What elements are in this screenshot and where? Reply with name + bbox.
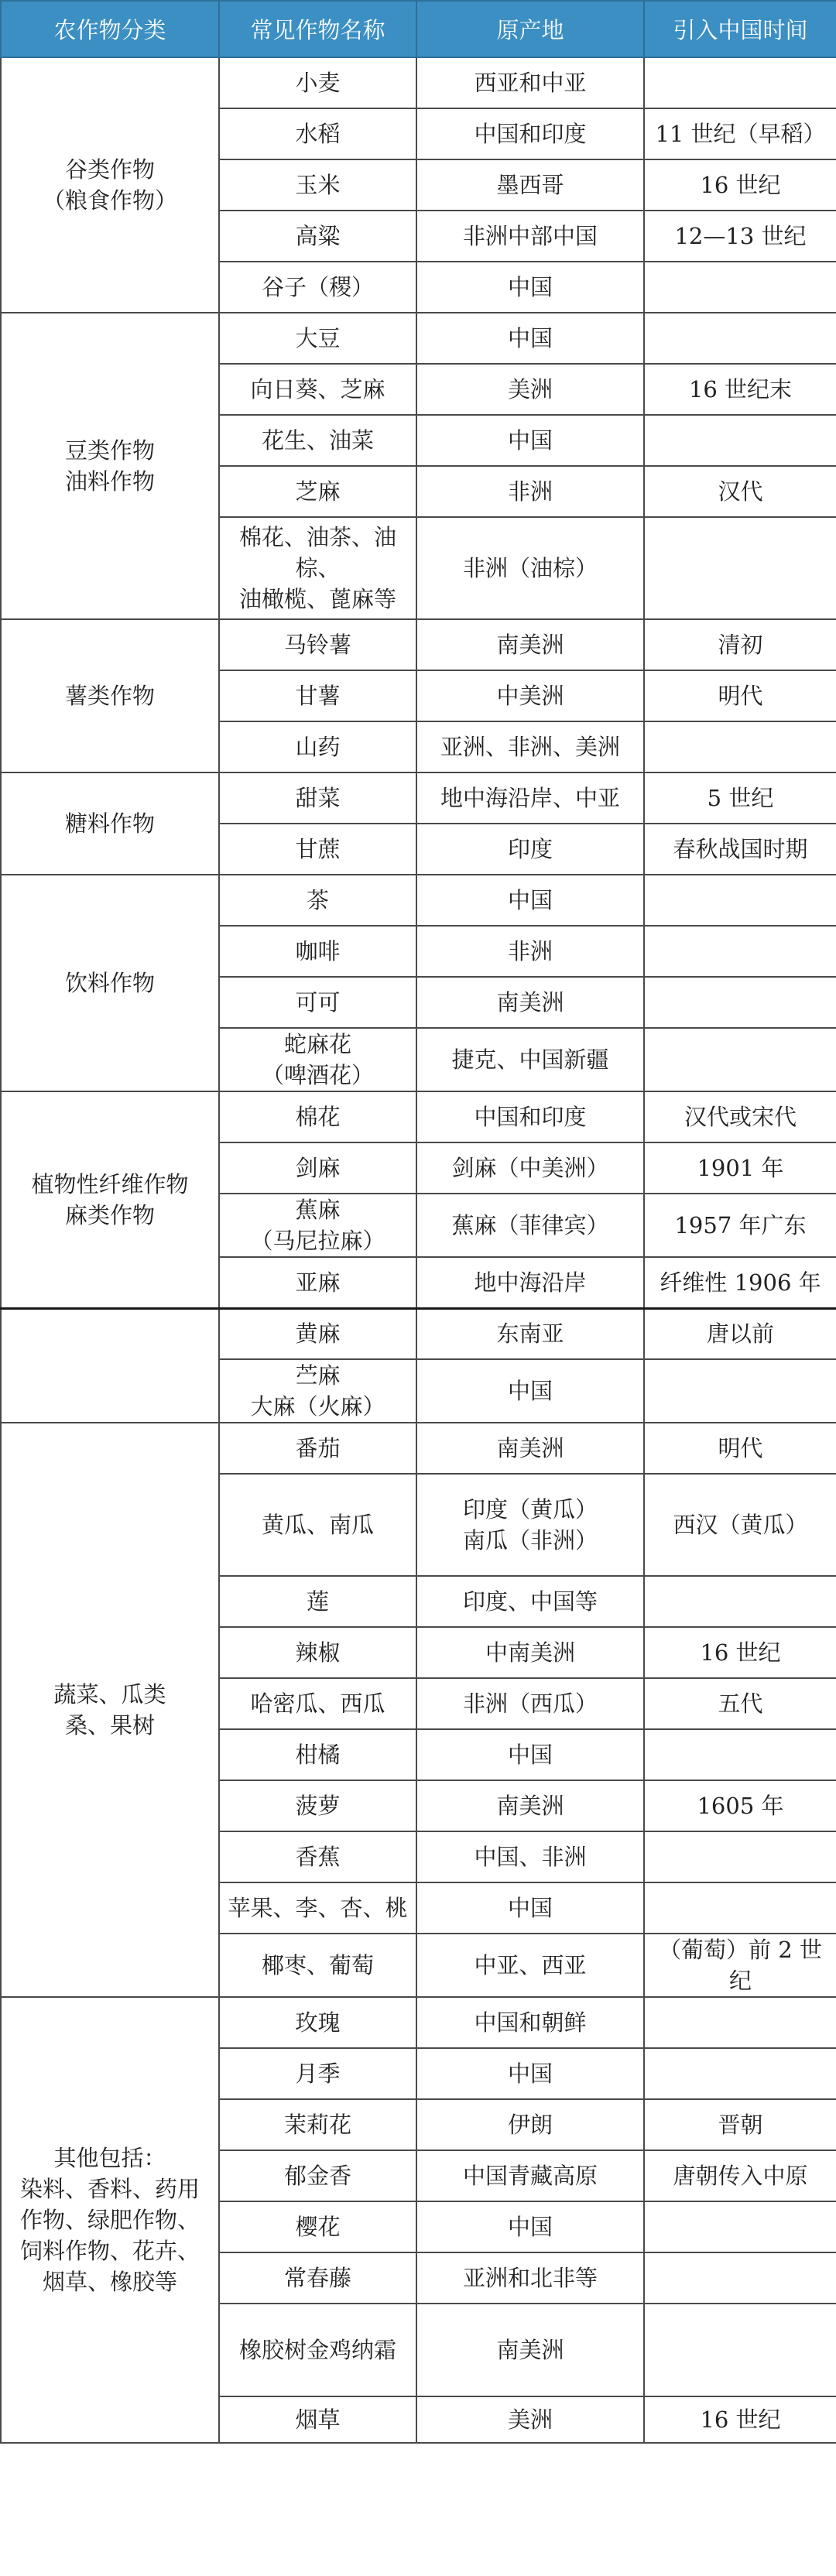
crop-line: 谷子（稷） — [261, 274, 374, 300]
header-category: 农作物分类 — [1, 1, 219, 57]
origin-line: 南美洲 — [496, 1435, 564, 1461]
crop-line: 蕉麻 — [295, 1197, 341, 1223]
table-row — [1, 772, 836, 824]
origin-line: 非洲 — [507, 938, 553, 964]
time-cell — [644, 1194, 836, 1257]
table-row — [1, 313, 836, 364]
origin-cell — [416, 926, 644, 977]
time-line: 唐以前 — [706, 1321, 774, 1348]
origin-line: 蕉麻（菲律宾） — [451, 1212, 609, 1238]
origin-cell — [416, 364, 644, 415]
crop-line: 常春藤 — [283, 2265, 351, 2291]
crop-cell — [219, 772, 416, 824]
time-line: 5 世纪 — [707, 785, 774, 811]
crop-cell — [219, 2304, 416, 2396]
origin-line: 南美洲 — [496, 2337, 564, 2363]
origin-cell — [416, 1831, 644, 1882]
crop-line: 甘薯 — [295, 683, 341, 709]
time-cell — [644, 2201, 836, 2252]
origin-line: 中国和印度 — [474, 1104, 587, 1130]
time-line: 1957 年广东 — [674, 1212, 807, 1238]
crop-cell — [219, 1831, 416, 1882]
time-cell — [644, 2304, 836, 2396]
origin-cell — [416, 824, 644, 875]
origin-line: 中南美洲 — [485, 1639, 575, 1666]
origin-cell — [416, 1257, 644, 1308]
category-line: 染料、香料、药用 — [19, 2176, 200, 2202]
crop-line: 香蕉 — [295, 1844, 341, 1870]
origin-line: 中亚、西亚 — [474, 1952, 587, 1978]
crop-cell — [219, 364, 416, 415]
origin-line: 中国 — [507, 1742, 553, 1768]
origin-line: 南美洲 — [496, 1793, 564, 1819]
origin-line: 地中海沿岸 — [474, 1269, 587, 1296]
category-line: 豆类作物 — [64, 437, 155, 464]
time-cell — [644, 619, 836, 670]
header-origin: 原产地 — [416, 1, 644, 57]
time-cell — [644, 1308, 836, 1359]
header-row — [1, 1, 836, 57]
category-line: 饲料作物、花卉、 — [19, 2238, 200, 2264]
origin-line: 南美洲 — [496, 632, 564, 658]
origin-cell — [416, 2048, 644, 2099]
crop-cell — [219, 1308, 416, 1359]
time-cell — [644, 1831, 836, 1882]
category-line: （粮食作物） — [42, 187, 177, 214]
category-line: 作物、绿肥作物、 — [19, 2207, 200, 2233]
time-line: 晋朝 — [718, 2112, 763, 2138]
crop-line: 烟草 — [295, 2406, 341, 2433]
time-cell — [644, 2396, 836, 2443]
origin-line: 印度 — [507, 836, 553, 862]
origin-line: 中国 — [507, 325, 553, 351]
category-line: 植物性纤维作物 — [31, 1170, 189, 1197]
crop-line: 茶 — [306, 887, 329, 913]
origin-cell — [416, 1882, 644, 1934]
origin-cell — [416, 1678, 644, 1729]
time-line: 汉代 — [718, 478, 763, 505]
category-line: 烟草、橡胶等 — [42, 2269, 177, 2295]
table-row — [1, 1423, 836, 1474]
time-cell — [644, 108, 836, 159]
crop-cell — [219, 466, 416, 517]
origin-cell — [416, 2304, 644, 2396]
origin-cell — [416, 57, 644, 108]
crop-line: 椰枣、葡萄 — [261, 1952, 374, 1978]
origin-line: 亚洲、非洲、美洲 — [440, 734, 620, 760]
time-cell — [644, 824, 836, 875]
crop-cell — [219, 108, 416, 159]
time-line: 16 世纪 — [700, 1639, 781, 1666]
header-intro-time: 引入中国时间 — [644, 1, 836, 57]
origin-cell — [416, 670, 644, 721]
time-cell — [644, 1257, 836, 1308]
crop-cell — [219, 619, 416, 670]
crop-line: 棉花、油茶、油棕、 — [238, 524, 396, 581]
category-cell — [1, 1997, 219, 2443]
origin-cell — [416, 159, 644, 211]
origin-line: 中国 — [507, 887, 553, 913]
category-line: 薯类作物 — [64, 683, 155, 709]
crop-line: 马铃薯 — [283, 632, 351, 658]
time-line: 明代 — [718, 1435, 763, 1461]
crop-line: 芝麻 — [295, 478, 341, 505]
crop-cell — [219, 875, 416, 926]
time-line: 纪 — [728, 1968, 752, 1994]
crop-cell — [219, 211, 416, 262]
crop-line: 咖啡 — [295, 938, 341, 964]
time-line: 唐朝传入中原 — [673, 2163, 808, 2189]
time-cell — [644, 1934, 836, 1997]
time-line: 汉代或宋代 — [684, 1104, 797, 1130]
crop-line: 月季 — [295, 2060, 341, 2087]
origin-line: 美洲 — [507, 376, 553, 402]
origin-line: 中国 — [507, 2214, 553, 2240]
time-line: 16 世纪末 — [688, 376, 793, 402]
origin-line: 中国 — [507, 274, 553, 300]
origin-cell — [416, 1142, 644, 1194]
crop-line: 玉米 — [295, 172, 341, 198]
origin-cell — [416, 2099, 644, 2150]
origin-line: 中国和印度 — [474, 121, 587, 147]
origin-cell — [416, 517, 644, 619]
crop-line: 橡胶树金鸡纳霜 — [238, 2337, 396, 2363]
time-cell — [644, 977, 836, 1028]
time-line: 明代 — [718, 683, 763, 709]
origin-line: 西亚和中亚 — [474, 70, 587, 96]
crop-line: 樱花 — [295, 2214, 341, 2240]
origin-cell — [416, 2396, 644, 2443]
origin-line: 非洲（西瓜） — [462, 1690, 598, 1717]
crop-line: 莲 — [306, 1588, 329, 1615]
origin-cell — [416, 1359, 644, 1423]
origin-cell — [416, 1194, 644, 1257]
crop-line: 茉莉花 — [283, 2112, 351, 2138]
table-row — [1, 1997, 836, 2048]
time-cell — [644, 2150, 836, 2201]
time-cell — [644, 466, 836, 517]
crop-line: 甜菜 — [295, 785, 341, 811]
time-line: 纤维性 1906 年 — [660, 1269, 821, 1296]
origin-cell — [416, 721, 644, 772]
crop-line: 油橄榄、蓖麻等 — [238, 586, 396, 612]
time-cell — [644, 1142, 836, 1194]
origin-line: 美洲 — [507, 2406, 553, 2433]
crop-line: 小麦 — [295, 70, 341, 96]
time-cell — [644, 313, 836, 364]
time-cell — [644, 211, 836, 262]
origin-line: 中国 — [507, 427, 553, 454]
origin-cell — [416, 772, 644, 824]
origin-cell — [416, 313, 644, 364]
origin-line: 中国青藏高原 — [462, 2163, 598, 2189]
crop-cell — [219, 1997, 416, 2048]
category-cell — [1, 619, 219, 772]
time-cell — [644, 1627, 836, 1678]
origin-line: 东南亚 — [496, 1321, 564, 1348]
crop-cell — [219, 57, 416, 108]
crop-line: 郁金香 — [283, 2163, 351, 2189]
time-cell — [644, 1576, 836, 1627]
crop-cell — [219, 2099, 416, 2150]
origin-cell — [416, 2252, 644, 2304]
origin-line: 伊朗 — [507, 2112, 553, 2138]
crop-line: 哈密瓜、西瓜 — [250, 1690, 385, 1717]
origin-line: 捷克、中国新疆 — [451, 1046, 609, 1073]
time-line: 清初 — [718, 632, 763, 658]
origin-line: 墨西哥 — [496, 172, 564, 198]
time-line: 11 世纪（早稻） — [655, 121, 826, 147]
origin-cell — [416, 1780, 644, 1831]
time-line: 西汉（黄瓜） — [673, 1512, 808, 1538]
crop-cell — [219, 1882, 416, 1934]
time-line: 12—13 世纪 — [674, 223, 807, 249]
category-line: 麻类作物 — [64, 1201, 155, 1228]
crop-cell — [219, 1576, 416, 1627]
time-cell — [644, 2048, 836, 2099]
origin-cell — [416, 1627, 644, 1678]
origin-line: 印度（黄瓜） — [462, 1496, 598, 1523]
origin-cell — [416, 2201, 644, 2252]
crop-cell — [219, 313, 416, 364]
origin-cell — [416, 262, 644, 313]
crop-cell — [219, 1627, 416, 1678]
crop-line: （啤酒花） — [261, 1062, 374, 1088]
category-line: 蔬菜、瓜类 — [53, 1681, 166, 1708]
time-cell — [644, 772, 836, 824]
category-line: 糖料作物 — [64, 810, 155, 837]
crop-cell — [219, 1474, 416, 1576]
crop-line: （马尼拉麻） — [250, 1228, 385, 1254]
table-row — [1, 1308, 836, 1359]
category-cell — [1, 57, 219, 313]
crop-line: 蛇麻花 — [283, 1031, 351, 1057]
crop-cell — [219, 2252, 416, 2304]
crop-cell — [219, 517, 416, 619]
crop-line: 甘蔗 — [295, 836, 341, 862]
category-cell — [1, 1091, 219, 1308]
category-line: 谷类作物 — [64, 156, 155, 183]
origin-line: 中国 — [507, 2060, 553, 2087]
time-cell — [644, 2099, 836, 2150]
crop-line: 辣椒 — [295, 1639, 341, 1666]
table-row — [1, 1091, 836, 1142]
crop-cell — [219, 926, 416, 977]
time-cell — [644, 1780, 836, 1831]
table-row — [1, 875, 836, 926]
time-cell — [644, 1882, 836, 1934]
crop-cell — [219, 977, 416, 1028]
origin-cell — [416, 211, 644, 262]
origin-cell — [416, 1474, 644, 1576]
time-line: 春秋战国时期 — [673, 836, 808, 862]
origin-line: 剑麻（中美洲） — [451, 1155, 609, 1181]
crop-cell — [219, 2150, 416, 2201]
origin-cell — [416, 1934, 644, 1997]
time-cell — [644, 1028, 836, 1091]
crop-cell — [219, 1780, 416, 1831]
time-line: 1901 年 — [697, 1155, 784, 1181]
time-cell — [644, 1474, 836, 1576]
origin-cell — [416, 415, 644, 466]
origin-cell — [416, 1997, 644, 2048]
crop-line: 向日葵、芝麻 — [250, 376, 385, 402]
origin-line: 亚洲和北非等 — [462, 2265, 598, 2291]
origin-line: 印度、中国等 — [462, 1588, 598, 1615]
time-line: （葡萄）前 2 世 — [659, 1937, 822, 1963]
origin-cell — [416, 1028, 644, 1091]
crop-cell — [219, 1142, 416, 1194]
crop-cell — [219, 1091, 416, 1142]
crop-line: 大麻（火麻） — [250, 1393, 385, 1420]
crop-line: 花生、油菜 — [261, 427, 374, 454]
time-cell — [644, 57, 836, 108]
time-line: 16 世纪 — [700, 2406, 781, 2433]
crop-cell — [219, 2396, 416, 2443]
category-line: 饮料作物 — [64, 970, 155, 996]
origin-line: 中国 — [507, 1895, 553, 1921]
crop-cell — [219, 415, 416, 466]
crop-line: 高粱 — [295, 223, 341, 249]
origin-cell — [416, 875, 644, 926]
origin-line: 中国和朝鲜 — [474, 2009, 587, 2036]
crop-line: 大豆 — [295, 325, 341, 351]
origin-cell — [416, 1576, 644, 1627]
category-cell — [1, 772, 219, 875]
time-cell — [644, 1091, 836, 1142]
crop-line: 黄瓜、南瓜 — [261, 1512, 374, 1538]
origin-cell — [416, 108, 644, 159]
crop-cell — [219, 670, 416, 721]
time-cell — [644, 670, 836, 721]
time-cell — [644, 875, 836, 926]
crop-cell — [219, 1194, 416, 1257]
category-cell — [1, 1423, 219, 1997]
category-line: 油料作物 — [64, 468, 155, 495]
category-cell — [1, 875, 219, 1091]
time-cell — [644, 364, 836, 415]
crop-line: 可可 — [295, 989, 341, 1016]
crop-line: 剑麻 — [295, 1155, 341, 1181]
origin-cell — [416, 1729, 644, 1780]
origin-cell — [416, 1308, 644, 1359]
time-cell — [644, 926, 836, 977]
time-cell — [644, 1997, 836, 2048]
crop-cell — [219, 1423, 416, 1474]
crop-cell — [219, 1934, 416, 1997]
crop-line: 菠萝 — [295, 1793, 341, 1819]
time-cell — [644, 159, 836, 211]
time-cell — [644, 2252, 836, 2304]
origin-line: 中国、非洲 — [474, 1844, 587, 1870]
crop-line: 柑橘 — [295, 1742, 341, 1768]
origin-cell — [416, 1091, 644, 1142]
crop-cell — [219, 2048, 416, 2099]
origin-line: 中美洲 — [496, 683, 564, 709]
origin-line: 非洲（油棕） — [462, 555, 598, 581]
crop-line: 玫瑰 — [295, 2009, 341, 2036]
category-cell — [1, 313, 219, 619]
time-cell — [644, 1729, 836, 1780]
origin-cell — [416, 977, 644, 1028]
crop-cell — [219, 1729, 416, 1780]
category-line: 其他包括： — [53, 2145, 166, 2171]
crop-line: 水稻 — [295, 121, 341, 147]
origin-line: 南美洲 — [496, 989, 564, 1016]
origin-cell — [416, 1423, 644, 1474]
crop-line: 棉花 — [295, 1104, 341, 1130]
crop-cell — [219, 721, 416, 772]
crop-cell — [219, 1257, 416, 1308]
time-cell — [644, 517, 836, 619]
time-cell — [644, 721, 836, 772]
crop-line: 亚麻 — [295, 1269, 341, 1296]
time-cell — [644, 1423, 836, 1474]
crop-line: 苹果、李、杏、桃 — [228, 1895, 408, 1921]
origin-line: 南瓜（非洲） — [462, 1527, 598, 1553]
origin-line: 地中海沿岸、中亚 — [440, 785, 620, 811]
time-line: 五代 — [718, 1690, 763, 1717]
crop-cell — [219, 159, 416, 211]
origin-line: 非洲 — [507, 478, 553, 505]
time-line: 1605 年 — [697, 1793, 784, 1819]
origin-cell — [416, 2150, 644, 2201]
table-row — [1, 57, 836, 108]
origin-line: 中国 — [507, 1378, 553, 1404]
origin-line: 非洲中部中国 — [462, 223, 598, 249]
header-crop: 常见作物名称 — [219, 1, 416, 57]
crop-cell — [219, 2201, 416, 2252]
crop-cell — [219, 1359, 416, 1423]
crop-cell — [219, 1028, 416, 1091]
crop-cell — [219, 262, 416, 313]
crop-cell — [219, 1678, 416, 1729]
table-row — [1, 619, 836, 670]
crop-line: 苎麻 — [295, 1362, 341, 1389]
time-cell — [644, 1359, 836, 1423]
time-line: 16 世纪 — [700, 172, 781, 198]
category-cell — [1, 1308, 219, 1423]
category-line: 桑、果树 — [64, 1712, 155, 1738]
crop-line: 番茄 — [295, 1435, 341, 1461]
origin-cell — [416, 619, 644, 670]
time-cell — [644, 1678, 836, 1729]
crop-cell — [219, 824, 416, 875]
crop-line: 黄麻 — [295, 1321, 341, 1348]
time-cell — [644, 415, 836, 466]
time-cell — [644, 262, 836, 313]
crop-line: 山药 — [295, 734, 341, 760]
origin-cell — [416, 466, 644, 517]
